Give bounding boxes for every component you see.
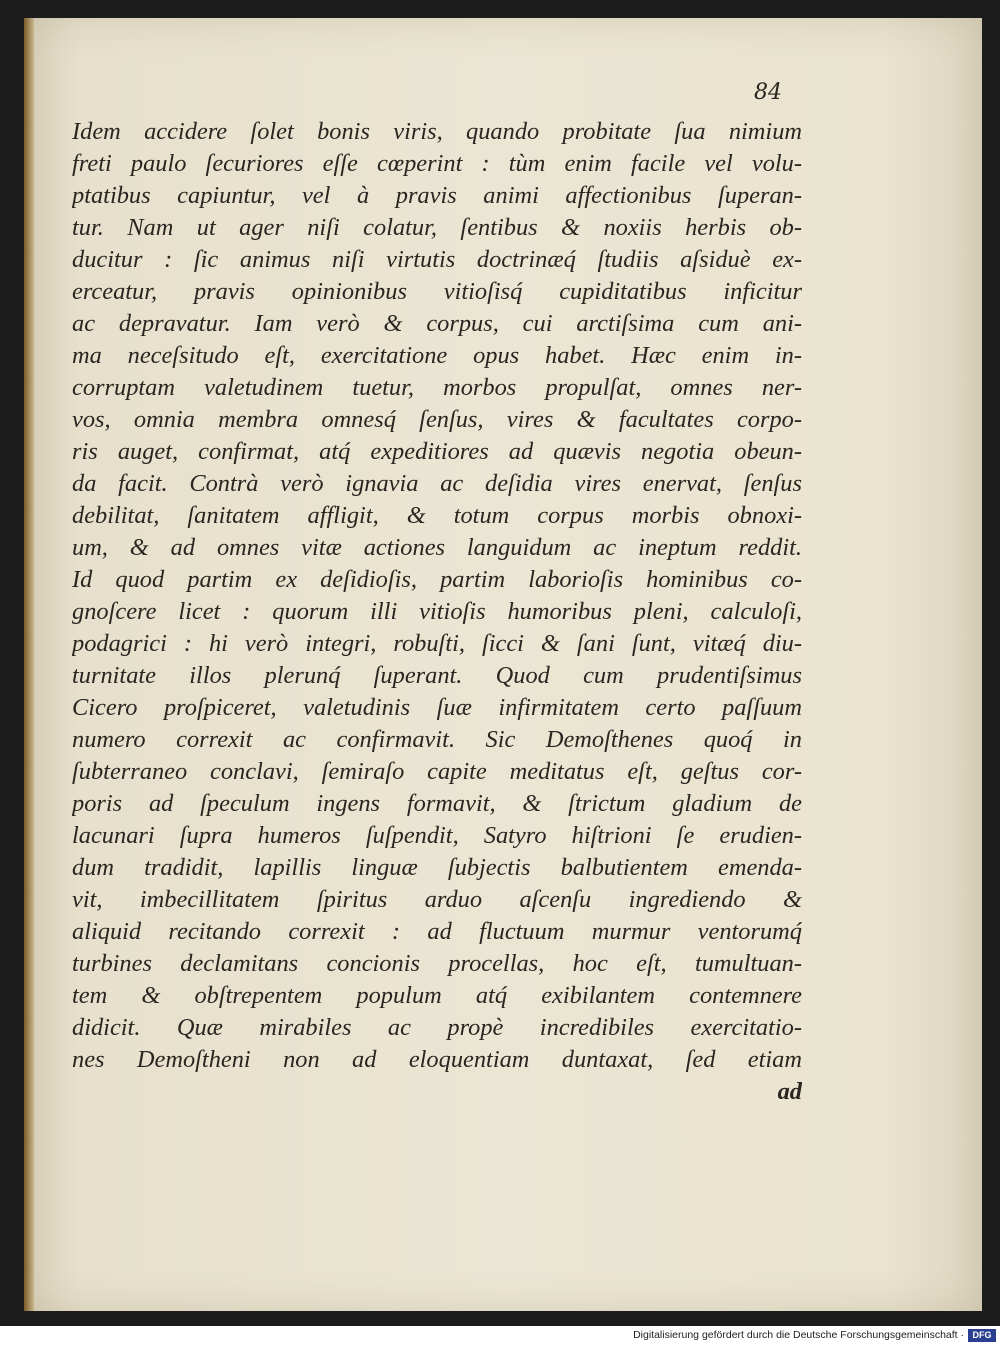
text-line: ptatibus capiuntur, vel à pravis animi affectionibus ſuperan-: [72, 182, 802, 209]
footer-bar: [0, 1326, 1000, 1346]
text-line: Idem accidere ſolet bonis viris, quando probitate ſua nimium: [72, 118, 802, 145]
text-line: corruptam valetudinem tuetur, morbos propulſat, omnes ner-: [72, 374, 802, 401]
text-line: turbines declamitans concionis procellas, hoc eſt, tumultuan-: [72, 950, 802, 977]
text-line: ſubterraneo conclavi, ſemiraſo capite meditatus eſt, geſtus cor-: [72, 758, 802, 785]
text-line: ma neceſsitudo eſt, exercitatione opus habet. Hæc enim in-: [72, 342, 802, 369]
catchword: ad: [777, 1078, 802, 1105]
text-line: erceatur, pravis opinionibus vitioſisq́ cupiditatibus inficitur: [72, 278, 802, 305]
text-line: ducitur : ſic animus niſi virtutis doctrinæq́ ſtudiis aſsiduè ex-: [72, 246, 802, 273]
text-line: vit, imbecillitatem ſpiritus arduo aſcenſu ingrediendo &: [72, 886, 802, 913]
binding-edge: [24, 18, 34, 1311]
footer-credit: Digitalisierung gefördert durch die Deutsche Forschungsgemeinschaft ·: [633, 1329, 964, 1341]
text-line: ac depravatur. Iam verò & corpus, cui arctiſsima cum ani-: [72, 310, 802, 337]
text-line: podagrici : hi verò integri, robuſti, ſicci & ſani ſunt, vitæq́ diu-: [72, 630, 802, 657]
text-line: gnoſcere licet : quorum illi vitioſis humoribus pleni, calculoſi,: [72, 598, 802, 625]
text-line: turnitate illos plerunq́ ſuperant. Quod cum prudentiſsimus: [72, 662, 802, 689]
page-number: 84: [754, 80, 782, 105]
text-line: nes Demoſtheni non ad eloquentiam duntaxat, ſed etiam: [72, 1046, 802, 1073]
text-line: tur. Nam ut ager niſi colatur, ſentibus & noxiis herbis ob-: [72, 214, 802, 241]
text-line: da facit. Contrà verò ignavia ac deſidia vires enervat, ſenſus: [72, 470, 802, 497]
text-line: lacunari ſupra humeros ſuſpendit, Satyro hiſtrioni ſe erudien-: [72, 822, 802, 849]
text-line: ris auget, confirmat, atq́ expeditiores ad quævis negotia obeun-: [72, 438, 802, 465]
text-block: [72, 116, 802, 1108]
text-line: vos, omnia membra omnesq́ ſenſus, vires & facultates corpo-: [72, 406, 802, 433]
text-line: freti paulo ſecuriores eſſe cœperint : tùm enim facile vel volu-: [72, 150, 802, 177]
text-line: dum tradidit, lapillis linguæ ſubjectis balbutientem emenda-: [72, 854, 802, 881]
text-line: debilitat, ſanitatem affligit, & totum corpus morbis obnoxi-: [72, 502, 802, 529]
text-line: didicit. Quæ mirabiles ac propè incredibiles exercitatio-: [72, 1014, 802, 1041]
text-line: Cicero proſpiceret, valetudinis ſuæ infirmitatem certo paſſuum: [72, 694, 802, 721]
dfg-logo-icon: DFG: [968, 1329, 996, 1342]
text-line: tem & obſtrepentem populum atq́ exibilantem contemnere: [72, 982, 802, 1009]
book-page: [24, 18, 982, 1311]
text-line: numero correxit ac confirmavit. Sic Demoſthenes quoq́ in: [72, 726, 802, 753]
text-line: aliquid recitando correxit : ad fluctuum murmur ventorumq́: [72, 918, 802, 945]
text-line: um, & ad omnes vitæ actiones languidum ac ineptum reddit.: [72, 534, 802, 561]
text-line: Id quod partim ex deſidioſis, partim laborioſis hominibus co-: [72, 566, 802, 593]
text-line: poris ad ſpeculum ingens formavit, & ſtrictum gladium de: [72, 790, 802, 817]
